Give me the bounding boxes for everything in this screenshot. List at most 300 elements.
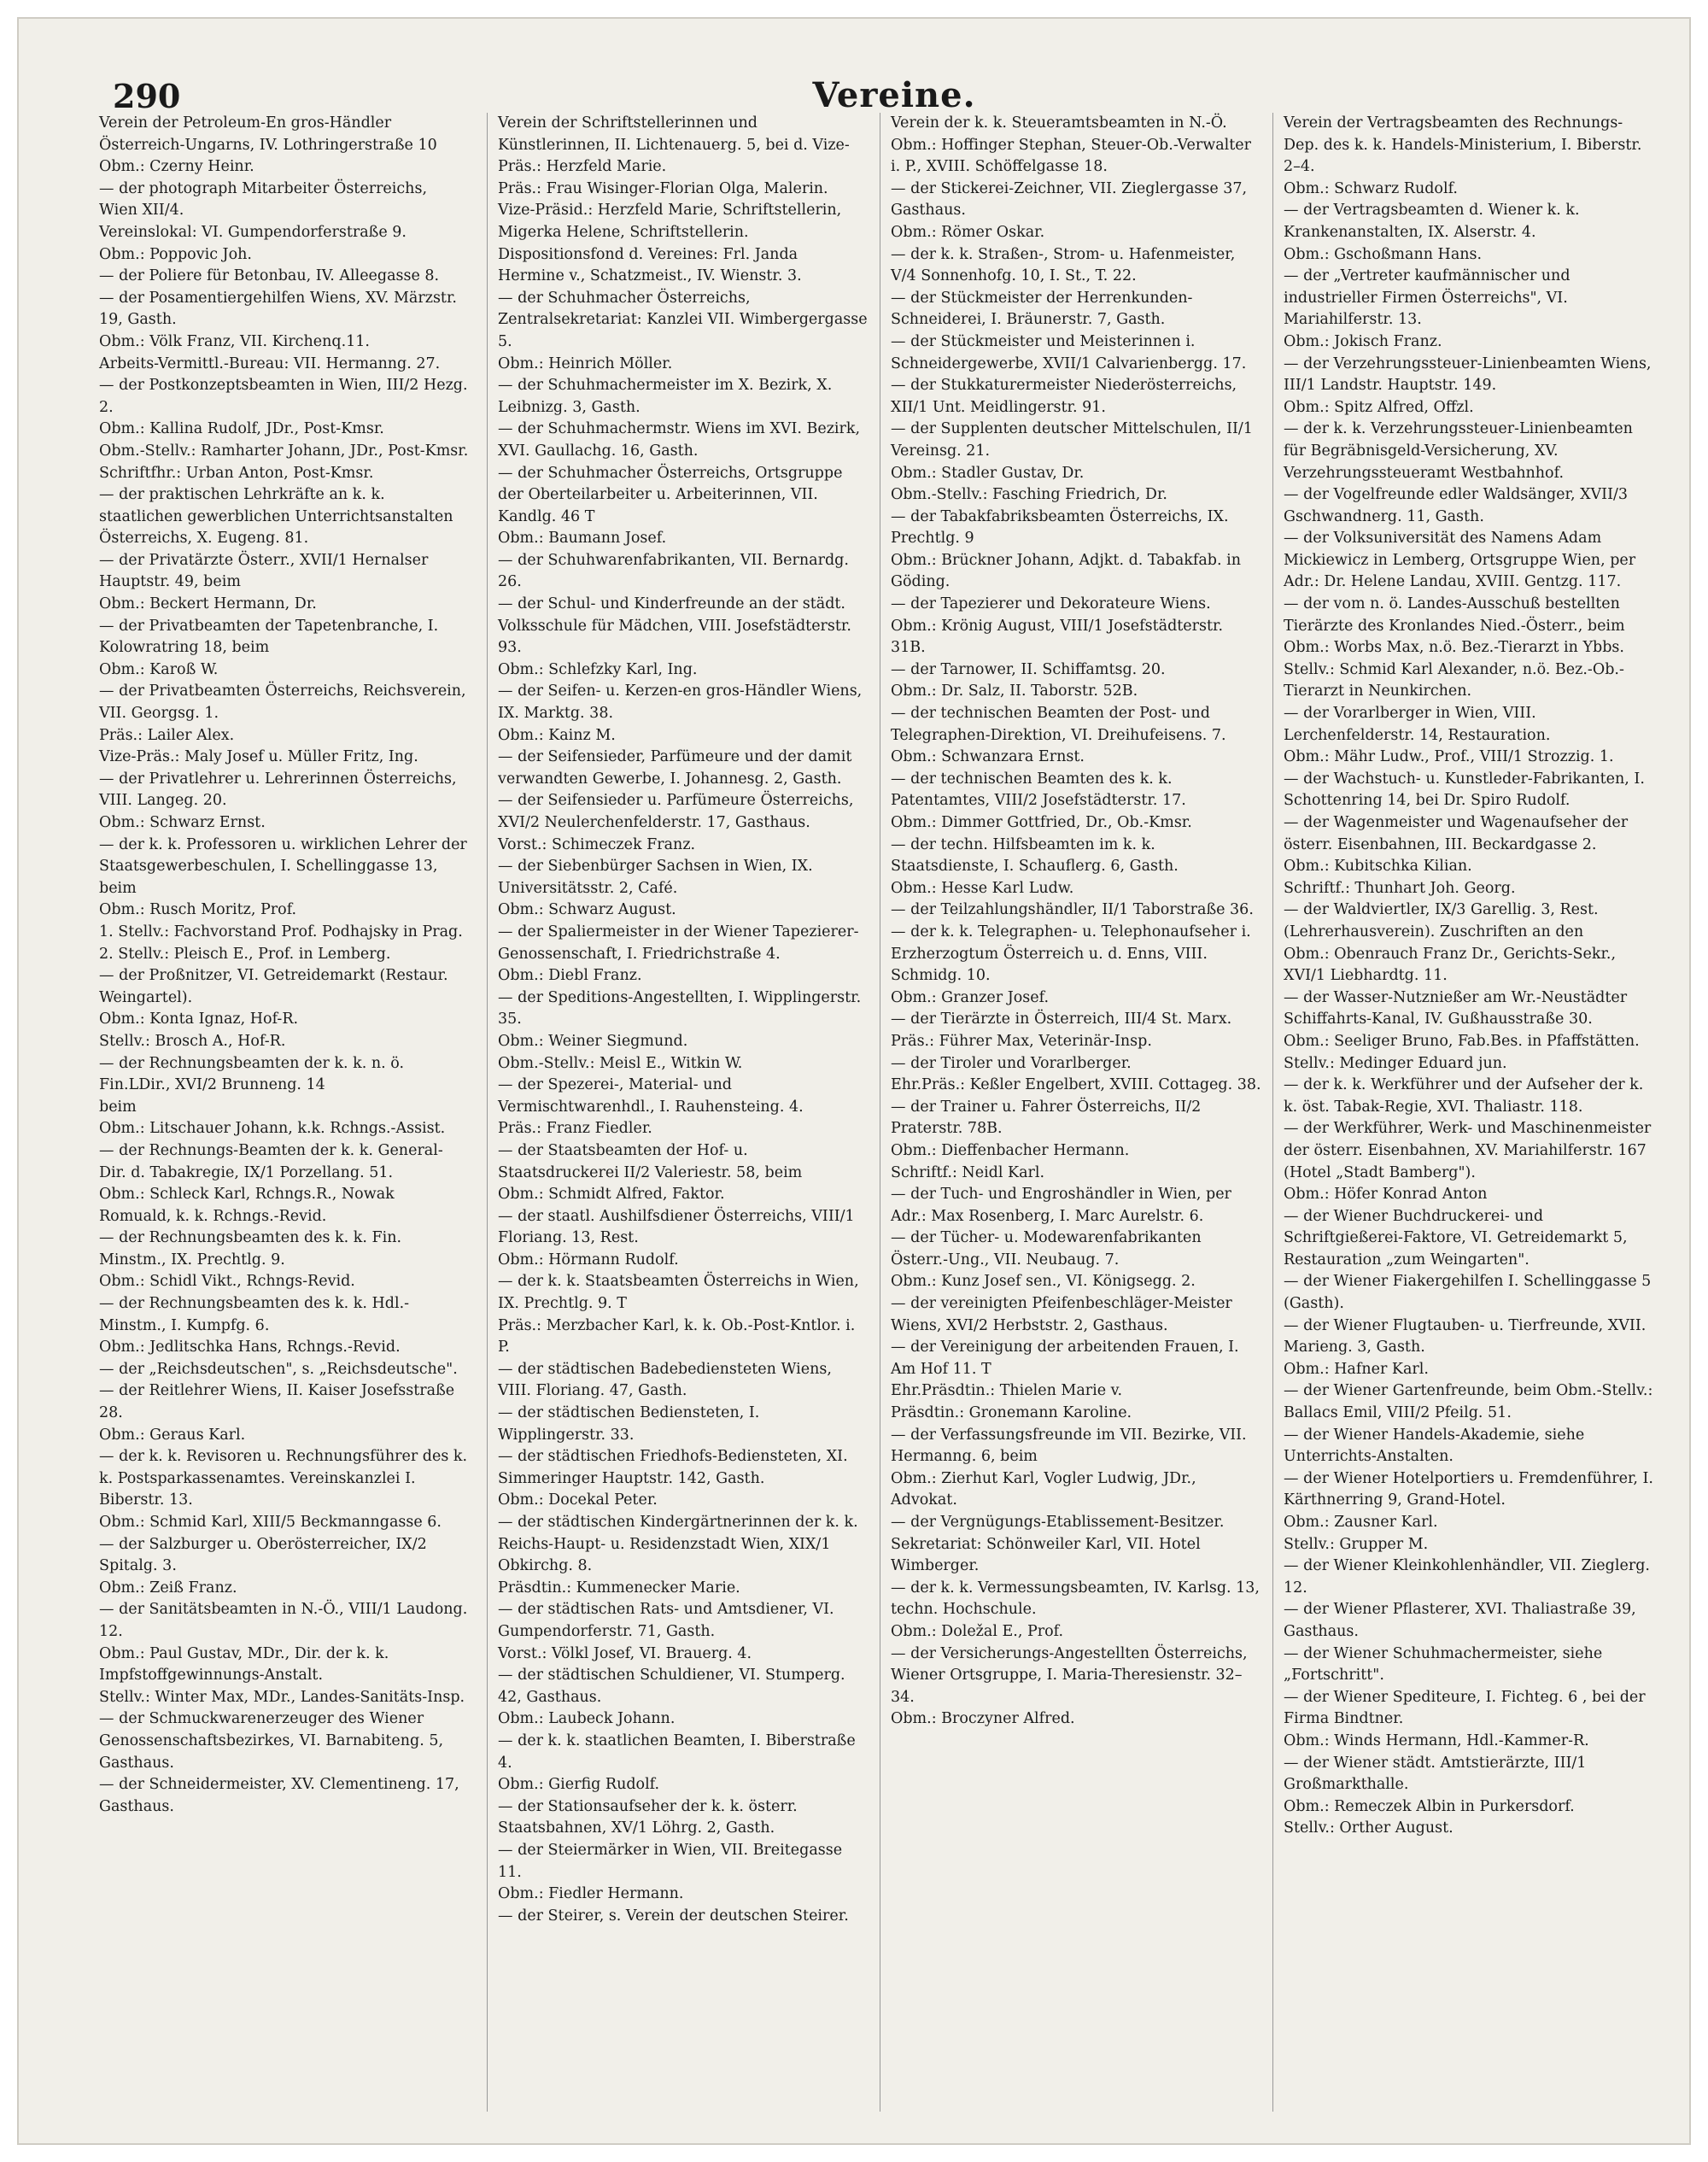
directory-entry <box>886 1380 1261 1403</box>
entry-text: — der Wiener städt. Amtstierärzte, III/1 Großmarkthalle. <box>1284 1754 1587 1794</box>
entry-text: Obm.: Beckert Hermann, Dr. <box>99 595 317 613</box>
entry-text: Obm.: Dimmer Gottfried, Dr., Ob.-Kmsr. <box>891 814 1192 831</box>
entry-text: Obm.-Stellv.: Ramharter Johann, JDr., Post-Kmsr. <box>99 442 469 460</box>
directory-entry <box>493 1665 869 1708</box>
entry-text: 2. Stellv.: Pleisch E., Prof. in Lemberg. <box>99 945 391 963</box>
entry-text: — der Schuhmacher Österreichs, Ortsgruppe der Oberteilarbeiter u. Arbeiterinnen, VII. Kandlg. 46 T <box>498 464 843 525</box>
entry-text: — der Wasser-Nutznießer am Wr.-Neustädter Schiffahrts-Kanal, IV. Gußhausstraße 30. <box>1284 988 1628 1028</box>
entry-text: — der Reitlehrer Wiens, II. Kaiser Josefsstraße 28. <box>99 1382 455 1422</box>
entry-text: — der Tücher- u. Modewarenfabrikanten Österr.-Ung., VII. Neubaug. 7. <box>891 1229 1202 1268</box>
entry-text: Obm.: Schleck Karl, Rchngs.R., Nowak Romuald, k. k. Rchngs.-Revid. <box>99 1186 395 1225</box>
directory-entry <box>886 769 1261 812</box>
directory-entry <box>886 681 1261 703</box>
entry-text: — der Tabakfabriksbeamten Österreichs, IX. Prechtlg. 9 <box>891 507 1229 548</box>
directory-entry <box>94 222 470 244</box>
directory-entry <box>94 769 470 812</box>
directory-entry <box>493 1906 869 1928</box>
directory-entry <box>493 965 869 987</box>
directory-entry <box>493 1796 869 1840</box>
entry-text: Obm.: Höfer Konrad Anton <box>1284 1186 1488 1204</box>
entry-text: — der Versicherungs-Angestellten Österreichs, Wiener Ortsgruppe, I. Maria-Theresienstr. 32–34. <box>891 1644 1248 1706</box>
directory-entry <box>1278 944 1654 987</box>
directory-entry <box>94 113 470 156</box>
entry-text: 1. Stellv.: Fachvorstand Prof. Podhajsky in Prag. <box>99 923 463 940</box>
entry-text: — der Steiermärker in Wien, VII. Breitegasse 11. <box>498 1841 843 1881</box>
entry-text: Obm.: Paul Gustav, MDr., Dir. der k. k. Impfstoffgewinnungs-Anstalt. <box>99 1644 389 1684</box>
directory-entry <box>493 244 869 288</box>
entry-text: Stellv.: Schmid Karl Alexander, n.ö. Bez.-Ob.-Tierarzt in Neunkirchen. <box>1284 660 1624 700</box>
entry-text: Obm.: Schwarz August. <box>498 901 676 919</box>
entry-text: Obm.: Zausner Karl. <box>1284 1514 1438 1531</box>
entry-text: — der Supplenten deutscher Mittelschulen, II/1 Vereinsg. 21. <box>891 420 1253 460</box>
entry-text: — der Rechnungsbeamten des k. k. Hdl.-Minstm., I. Kumpfg. 6. <box>99 1295 410 1334</box>
entry-text: Stellv.: Winter Max, MDr., Landes-Sanitäts-Insp. <box>99 1688 465 1706</box>
entry-text: Obm.: Baumann Josef. <box>498 530 667 548</box>
directory-entry <box>94 1534 470 1578</box>
directory-entry <box>886 1534 1261 1578</box>
entry-text: Obm.: Völk Franz, VII. Kirchenq.11. <box>99 332 370 350</box>
directory-entry <box>493 1578 869 1600</box>
directory-entry <box>94 1380 470 1424</box>
directory-entry <box>1278 812 1654 856</box>
entry-text: — der städtischen Kindergärtnerinnen der k. k. Reichs-Haupt- u. Residenzstadt Wien, XIX/1 Obkirchg. 8. <box>498 1514 858 1575</box>
directory-entry <box>886 703 1261 747</box>
directory-entry <box>94 1271 470 1293</box>
entry-text: — der Schuhmachermstr. Wiens im XVI. Bezirk, XVI. Gaullachg. 16, Gasth. <box>498 420 861 460</box>
column-2 <box>487 113 869 2112</box>
directory-entry <box>94 1227 470 1271</box>
entry-text: Obm.: Zierhut Karl, Vogler Ludwig, JDr., Advokat. <box>891 1469 1196 1509</box>
entry-text: — der Wiener Buchdruckerei- und Schriftgießerei-Faktore, VI. Getreidemarkt 5, Restauration „zum Weingarten". <box>1284 1207 1628 1268</box>
directory-entry <box>1278 484 1654 528</box>
entry-text: — der Poliere für Betonbau, IV. Alleegasse 8. <box>99 267 440 285</box>
directory-entry <box>94 899 470 922</box>
directory-entry <box>886 179 1261 222</box>
directory-entry <box>493 1075 869 1118</box>
entry-text: Präs.: Franz Fiedler. <box>498 1120 652 1138</box>
directory-entry <box>886 899 1261 922</box>
entry-text: Sekretariat: Schönweiler Karl, VII. Hotel Wimberger. <box>891 1535 1201 1575</box>
directory-entry <box>1278 769 1654 812</box>
directory-entry <box>1278 856 1654 878</box>
entry-text: — der Tarnower, II. Schiffamtsg. 20. <box>891 660 1166 678</box>
directory-entry <box>493 288 869 354</box>
directory-entry <box>886 1184 1261 1227</box>
directory-entry <box>493 1140 869 1184</box>
directory-entry <box>94 419 470 441</box>
directory-entry <box>493 1731 869 1774</box>
entry-text: — der Seifensieder u. Parfümeure Österreichs, XVI/2 Neulerchenfelderstr. 17, Gasthaus. <box>498 792 854 831</box>
directory-entry <box>886 463 1261 485</box>
directory-entry <box>493 1446 869 1490</box>
directory-entry <box>493 790 869 834</box>
page-number: 290 <box>113 77 181 115</box>
entry-text: Obm.: Hoffinger Stephan, Steuer-Ob.-Verwalter i. P., XVIII. Schöffelgasse 18. <box>891 136 1251 176</box>
directory-entry <box>94 463 470 485</box>
entry-text: Obm.: Winds Hermann, Hdl.-Kammer-R. <box>1284 1731 1589 1749</box>
directory-entry <box>493 1643 869 1666</box>
entry-text: Obm.: Laubeck Johann. <box>498 1710 676 1728</box>
directory-entry <box>886 1512 1261 1534</box>
directory-entry <box>886 1403 1261 1425</box>
entry-text: — der Rechnungs-Beamten der k. k. General-Dir. d. Tabakregie, IX/1 Porzellang. 51. <box>99 1141 443 1181</box>
directory-entry <box>94 1184 470 1227</box>
entry-text: Obm.: Kainz M. <box>498 726 616 744</box>
entry-text: — der Schneidermeister, XV. Clementineng. 17, Gasthaus. <box>99 1776 459 1815</box>
directory-entry <box>1278 354 1654 397</box>
directory-entry <box>493 1599 869 1643</box>
directory-entry <box>94 1337 470 1359</box>
directory-entry <box>493 747 869 790</box>
directory-entry <box>94 681 470 724</box>
entry-text: Obm.-Stellv.: Fasching Friedrich, Dr. <box>891 486 1167 504</box>
directory-entry <box>886 222 1261 244</box>
entry-text: — der k. k. Straßen-, Strom- u. Hafenmeister, V/4 Sonnenhofg. 10, I. St., T. 22. <box>891 245 1236 285</box>
directory-entry <box>1278 1731 1654 1753</box>
entry-text: — der k. k. Staatsbeamten Österreichs in Wien, IX. Prechtlg. 9. T <box>498 1273 859 1313</box>
directory-entry <box>886 747 1261 769</box>
directory-entry <box>94 747 470 769</box>
entry-text: — der technischen Beamten des k. k. Patentamtes, VIII/2 Josefstädterstr. 17. <box>891 770 1186 810</box>
directory-entry <box>493 1490 869 1512</box>
directory-entry <box>886 135 1261 179</box>
entry-text: — der Stückmeister und Meisterinnen i. Schneidergewerbe, XVII/1 Calvarienbergg. 17. <box>891 332 1247 372</box>
directory-entry <box>94 1359 470 1381</box>
entry-text: — der Vogelfreunde edler Waldsänger, XVII/3 Gschwandnerg. 11, Gasth. <box>1284 486 1629 525</box>
entry-text: Obm.: Jedlitschka Hans, Rchngs.-Revid. <box>99 1339 401 1356</box>
entry-text: Obm.: Schwarz Ernst. <box>99 814 266 831</box>
entry-text: Obm.: Weiner Siegmund. <box>498 1032 688 1050</box>
entry-text: Obm.: Spitz Alfred, Offzl. <box>1284 398 1474 416</box>
column-4 <box>1272 113 1654 2112</box>
entry-text: — der Volksuniversität des Namens Adam Mickiewicz in Lemberg, Ortsgruppe Wien, per Adr.: Dr. Helene Landau, XVIII. Gentzg. 117. <box>1284 530 1636 591</box>
entry-text: Obm.: Dieffenbacher Hermann. <box>891 1141 1130 1159</box>
directory-entry <box>886 987 1261 1010</box>
directory-entry <box>886 1075 1261 1097</box>
entry-text: — der Wiener Pflasterer, XVI. Thaliastraße 39, Gasthaus. <box>1284 1601 1636 1640</box>
directory-entry <box>94 156 470 179</box>
directory-entry <box>886 1097 1261 1140</box>
directory-entry <box>1278 1380 1654 1424</box>
directory-entry <box>886 419 1261 462</box>
entry-text: Verein der Schriftstellerinnen und Künstlerinnen, II. Lichtenauerg. 5, bei d. Vize-Präs.: Herzfeld Marie. <box>498 114 850 176</box>
entry-text: Präs.: Frau Wisinger-Florian Olga, Malerin. <box>498 179 828 197</box>
entry-text: — der k. k. Telegraphen- u. Telephonaufseher i. Erzherzogtum Österreich u. d. Enns, VIII. Schmidg. 10. <box>891 923 1251 985</box>
entry-text: Obm.: Schwarz Rudolf. <box>1284 179 1458 197</box>
directory-entry <box>886 594 1261 616</box>
entry-text: — der Privatbeamten der Tapetenbranche, I. Kolowratring 18, beim <box>99 617 439 657</box>
section-title: Vereine. <box>812 75 976 115</box>
entry-text: — der Tapezierer und Dekorateure Wiens. <box>891 595 1211 613</box>
directory-entry <box>493 922 869 965</box>
entry-text: — der k. k. Vermessungsbeamten, IV. Karlsg. 13, techn. Hochschule. <box>891 1579 1260 1619</box>
entry-text: Obm.: Jokisch Franz. <box>1284 332 1442 350</box>
directory-entry <box>886 1293 1261 1337</box>
entry-text: — der Wiener Fiakergehilfen I. Schellinggasse 5 (Gasth). <box>1284 1273 1652 1313</box>
entry-text: — der k. k. Revisoren u. Rechnungsführer des k. k. Postsparkassenamtes. Vereinskanzlei I. Biberstr. 13. <box>99 1448 468 1509</box>
entry-text: Obm.: Seeliger Bruno, Fab.Bes. in Pfaffstätten. <box>1284 1032 1640 1050</box>
directory-entry <box>94 1512 470 1534</box>
directory-entry <box>1278 1206 1654 1272</box>
directory-entry <box>886 484 1261 507</box>
directory-entry <box>94 1293 470 1337</box>
entry-text: Obm.: Krönig August, VIII/1 Josefstädterstr. 31B. <box>891 617 1224 657</box>
entry-text: Stellv.: Orther August. <box>1284 1819 1454 1837</box>
entry-text: — der techn. Hilfsbeamten im k. k. Staatsdienste, I. Schauflerg. 6, Gasth. <box>891 835 1179 876</box>
directory-entry <box>1278 1599 1654 1643</box>
entry-text: Schriftf.: Neidl Karl. <box>891 1163 1045 1181</box>
directory-entry <box>94 266 470 288</box>
directory-entry <box>493 200 869 243</box>
entry-text: — der Siebenbürger Sachsen in Wien, IX. Universitätsstr. 2, Café. <box>498 858 813 897</box>
directory-entry <box>493 419 869 462</box>
entry-text: Verein der k. k. Steueramtsbeamten in N.-Ö. <box>891 114 1227 132</box>
entry-text: — der Vereinigung der arbeitenden Frauen, I. Am Hof 11. T <box>891 1339 1239 1378</box>
directory-entry <box>1278 1359 1654 1381</box>
directory-entry <box>1278 1468 1654 1512</box>
column-1 <box>94 113 470 2112</box>
entry-text: Vereinslokal: VI. Gumpendorferstraße 9. <box>99 223 407 241</box>
entry-text: — der städtischen Rats- und Amtsdiener, VI. Gumpendorferstr. 71, Gasth. <box>498 1601 834 1640</box>
entry-text: — der k. k. Werkführer und der Aufseher der k. k. öst. Tabak-Regie, XVI. Thaliastr. 118. <box>1284 1076 1644 1116</box>
directory-entry <box>94 1097 470 1119</box>
entry-text: — der Schuhmacher Österreichs, Zentralsekretariat: Kanzlei VII. Wimbergergasse 5. <box>498 289 868 350</box>
entry-text: Obm.: Granzer Josef. <box>891 988 1050 1006</box>
entry-text: — der städtischen Badebediensteten Wiens, VIII. Floriang. 47, Gasth. <box>498 1360 832 1400</box>
directory-entry <box>493 1184 869 1206</box>
directory-entry <box>1278 637 1654 659</box>
directory-entry <box>493 1359 869 1403</box>
directory-entry <box>1278 747 1654 769</box>
entry-text: Obm.: Diebl Franz. <box>498 967 642 985</box>
directory-entry <box>94 922 470 944</box>
directory-entry <box>493 1053 869 1075</box>
directory-entry <box>94 1446 470 1512</box>
entry-text: Obm.: Karoß W. <box>99 660 219 678</box>
entry-text: — der Werkführer, Werk- und Maschinenmeister der österr. Eisenbahnen, XV. Mariahilferstr. 167 (Hotel „Stadt Bamberg"). <box>1284 1120 1652 1181</box>
entry-text: Obm.: Remeczek Albin in Purkersdorf. <box>1284 1797 1575 1815</box>
entry-text: — der Seifen- u. Kerzen-en gros-Händler Wiens, IX. Marktg. 38. <box>498 683 863 723</box>
entry-text: Vize-Präsid.: Herzfeld Marie, Schriftstellerin, Migerka Helene, Schriftstellerin. <box>498 202 842 241</box>
directory-entry <box>94 812 470 835</box>
entry-text: — der Stickerei-Zeichner, VII. Zieglergasse 37, Gasthaus. <box>891 179 1248 220</box>
entry-text: Obm.: Schwanzara Ernst. <box>891 748 1085 766</box>
directory-entry <box>1278 113 1654 179</box>
directory-entry <box>886 1621 1261 1643</box>
entry-text: Obm.: Schmid Karl, XIII/5 Beckmanngasse 6. <box>99 1514 442 1531</box>
directory-entry <box>94 1643 470 1687</box>
directory-entry <box>1278 878 1654 900</box>
directory-entry <box>493 113 869 179</box>
directory-entry <box>493 856 869 899</box>
directory-entry <box>886 331 1261 375</box>
entry-text: — der Rechnungsbeamten des k. k. Fin. Minstm., IX. Prechtlg. 9. <box>99 1229 402 1268</box>
entry-text: — der Verzehrungssteuer-Linienbeamten Wiens, III/1 Landstr. Hauptstr. 149. <box>1284 354 1652 395</box>
entry-text: Obm.: Litschauer Johann, k.k. Rchngs.-Assist. <box>99 1120 446 1138</box>
directory-entry <box>1278 1075 1654 1118</box>
directory-entry <box>886 1009 1261 1031</box>
entry-text: — der Schmuckwarenerzeuger des Wiener Genossenschaftsbezirkes, VI. Barnabiteng. 5, Gasthaus. <box>99 1710 444 1772</box>
entry-text: Präs.: Führer Max, Veterinär-Insp. <box>891 1032 1152 1050</box>
directory-entry <box>493 899 869 922</box>
entry-text: — der Schul- und Kinderfreunde an der städt. Volksschule für Mädchen, VIII. Josefstädterstr. 93. <box>498 595 851 657</box>
column-3 <box>880 113 1261 2112</box>
directory-entry <box>886 922 1261 987</box>
entry-text: Obm.: Obenrauch Franz Dr., Gerichts-Sekr., XVI/1 Liebhardtg. 11. <box>1284 945 1617 985</box>
directory-entry <box>493 375 869 419</box>
entry-text: Ehr.Präsdtin.: Thielen Marie v. <box>891 1382 1123 1400</box>
directory-entry <box>94 354 470 376</box>
entry-text: — der Proßnitzer, VI. Getreidemarkt (Restaur. Weingartel). <box>99 967 448 1006</box>
entry-text: — der Privatärzte Österr., XVII/1 Hernalser Hauptstr. 49, beim <box>99 551 429 591</box>
entry-text: Obm.: Schlefzky Karl, Ing. <box>498 660 698 678</box>
entry-text: — der k. k. Professoren u. wirklichen Lehrer der Staatsgewerbeschulen, I. Schellinggasse 13, beim <box>99 835 467 897</box>
directory-entry <box>1278 1118 1654 1184</box>
entry-text: — der Schuhwarenfabrikanten, VII. Bernardg. 26. <box>498 551 849 591</box>
entry-text: Obm.: Poppovic Joh. <box>99 245 252 263</box>
directory-entry <box>493 1206 869 1250</box>
directory-entry <box>1278 331 1654 354</box>
entry-text: Obm.: Kallina Rudolf, JDr., Post-Kmsr. <box>99 420 384 438</box>
directory-entry <box>493 1774 869 1796</box>
entry-text: — der Wiener Handels-Akademie, siehe Unterrichts-Anstalten. <box>1284 1426 1585 1466</box>
directory-entry <box>1278 528 1654 594</box>
entry-text: — der Stückmeister der Herrenkunden-Schneiderei, I. Bräunerstr. 7, Gasth. <box>891 289 1193 329</box>
directory-entry <box>94 1687 470 1709</box>
entry-text: — der Rechnungsbeamten der k. k. n. ö. Fin.LDir., XVI/2 Brunneng. 14 <box>99 1054 405 1094</box>
entry-text: — der Spaliermeister in der Wiener Tapezierer-Genossenschaft, I. Friedrichstraße 4. <box>498 923 859 963</box>
entry-text: Obm.: Gschoßmann Hans. <box>1284 245 1483 263</box>
entry-text: Obm.: Brückner Johann, Adjkt. d. Tabakfab. in Göding. <box>891 551 1241 591</box>
directory-entry <box>493 1271 869 1315</box>
entry-text: — der Steirer, s. Verein der deutschen Steirer. <box>498 1907 849 1925</box>
entry-text: — der Wiener Gartenfreunde, beim Obm.-Stellv.: Ballacs Emil, VIII/2 Pfeilg. 51. <box>1284 1382 1653 1422</box>
entry-text: Obm.: Heinrich Möller. <box>498 354 673 372</box>
directory-entry <box>886 1578 1261 1621</box>
directory-entry <box>94 1425 470 1447</box>
entry-text: — der Sanitätsbeamten in N.-Ö., VIII/1 Laudong. 12. <box>99 1601 468 1640</box>
entry-text: — der Privatlehrer u. Lehrerinnen Österreichs, VIII. Langeg. 20. <box>99 770 457 810</box>
entry-text: — der Stationsaufseher der k. k. österr. Staatsbahnen, XV/1 Löhrg. 2, Gasth. <box>498 1797 798 1837</box>
directory-entry <box>886 244 1261 288</box>
directory-entry <box>1278 1753 1654 1796</box>
entry-text: Obm.: Kubitschka Kilian. <box>1284 858 1472 876</box>
directory-entry <box>886 1053 1261 1075</box>
entry-text: — der Tuch- und Engroshändler in Wien, per Adr.: Max Rosenberg, I. Marc Aurelstr. 6. <box>891 1186 1231 1225</box>
directory-entry <box>493 354 869 376</box>
directory-entry <box>94 1578 470 1600</box>
directory-entry <box>1278 1271 1654 1315</box>
directory-entry <box>886 1140 1261 1163</box>
directory-entry <box>886 1163 1261 1185</box>
directory-entry <box>493 1708 869 1731</box>
entry-text: — der Tierärzte in Österreich, III/4 St. Marx. <box>891 1011 1232 1028</box>
directory-entry <box>1278 179 1654 201</box>
entry-text: — der Privatbeamten Österreichs, Reichsverein, VII. Georgsg. 1. <box>99 683 466 723</box>
directory-entry <box>886 1337 1261 1380</box>
entry-text: Dispositionsfond d. Vereines: Frl. Janda Hermine v., Schatzmeist., IV. Wienstr. 3. <box>498 245 802 285</box>
entry-text: — der technischen Beamten der Post- und Telegraphen-Direktion, VI. Dreihufeisens. 7. <box>891 705 1226 744</box>
entry-text: — der Waldviertler, IX/3 Garellig. 3, Rest. (Lehrerhausverein). Zuschriften an den <box>1284 901 1599 940</box>
entry-text: — der praktischen Lehrkräfte an k. k. staatlichen gewerblichen Unterrichtsanstalten Österreichs, X. Eugeng. 81. <box>99 486 453 548</box>
entry-text: — der Wiener Hotelportiers u. Fremdenführer, I. Kärthnerring 9, Grand-Hotel. <box>1284 1469 1653 1509</box>
directory-entry <box>94 484 470 550</box>
entry-text: — der Salzburger u. Oberösterreicher, IX/2 Spitalg. 3. <box>99 1535 427 1575</box>
entry-text: Obm.-Stellv.: Meisl E., Witkin W. <box>498 1054 743 1072</box>
directory-entry <box>1278 1315 1654 1359</box>
directory-entry <box>1278 397 1654 419</box>
entry-text: — der Vergnügungs-Etablissement-Besitzer. <box>891 1514 1225 1531</box>
directory-entry <box>1278 244 1654 267</box>
directory-entry <box>1278 419 1654 484</box>
entry-text: — der Postkonzeptsbeamten in Wien, III/2 Hezg. 2. <box>99 377 468 416</box>
directory-entry <box>493 1403 869 1446</box>
entry-text: — der k. k. staatlichen Beamten, I. Biberstraße 4. <box>498 1731 856 1772</box>
entry-text: — der Vertragsbeamten d. Wiener k. k. Krankenanstalten, IX. Alserstr. 4. <box>1284 202 1580 241</box>
directory-entry <box>493 1315 869 1359</box>
directory-entry <box>493 659 869 682</box>
directory-entry <box>1278 1556 1654 1599</box>
entry-text: — der Stukkaturermeister Niederösterreichs, XII/1 Unt. Meidlingerstr. 91. <box>891 377 1237 416</box>
entry-text: Obm.: Gierfig Rudolf. <box>498 1776 660 1794</box>
directory-entry <box>886 1468 1261 1512</box>
entry-text: Schriftf.: Thunhart Joh. Georg. <box>1284 879 1516 897</box>
directory-entry <box>1278 1643 1654 1687</box>
entry-text: — der vom n. ö. Landes-Ausschuß bestellten Tierärzte des Kronlandes Nied.-Österr., beim <box>1284 595 1625 635</box>
entry-text: Vize-Präs.: Maly Josef u. Müller Fritz, Ing. <box>99 748 418 766</box>
directory-entry <box>1278 987 1654 1031</box>
directory-entry <box>94 659 470 682</box>
directory-entry <box>94 1031 470 1053</box>
directory-entry <box>1278 1184 1654 1206</box>
entry-text: Obm.: Schidl Vikt., Rchngs-Revid. <box>99 1273 355 1291</box>
directory-entry <box>94 1774 470 1818</box>
entry-text: Obm.: Zeiß Franz. <box>99 1579 237 1597</box>
entry-text: Obm.: Rusch Moritz, Prof. <box>99 901 297 919</box>
directory-entry <box>886 288 1261 331</box>
directory-entry <box>94 725 470 747</box>
entry-text: — der Wachstuch- u. Kunstleder-Fabrikanten, I. Schottenring 14, bei Dr. Spiro Rudolf. <box>1284 770 1645 810</box>
entry-text: Obm.: Schmidt Alfred, Faktor. <box>498 1186 725 1204</box>
entry-text: — der Wiener Schuhmachermeister, siehe „Fortschritt". <box>1284 1644 1603 1684</box>
entry-text: Arbeits-Vermittl.-Bureau: VII. Hermanng. 27. <box>99 354 441 372</box>
entry-text: — der städtischen Schuldiener, VI. Stumperg. 42, Gasthaus. <box>498 1667 845 1706</box>
entry-text: — der Tiroler und Vorarlberger. <box>891 1054 1132 1072</box>
entry-text: — der Speditions-Angestellten, I. Wipplingerstr. 35. <box>498 988 862 1028</box>
directory-entry <box>886 812 1261 835</box>
entry-text: beim <box>99 1098 137 1116</box>
entry-text: Obm.: Stadler Gustav, Dr. <box>891 464 1085 482</box>
directory-entry <box>886 1031 1261 1053</box>
entry-text: Obm.: Fiedler Hermann. <box>498 1885 684 1903</box>
directory-columns <box>94 113 1665 2112</box>
directory-entry <box>493 725 869 747</box>
directory-entry <box>1278 594 1654 637</box>
entry-text: — der Wiener Flugtauben- u. Tierfreunde, XVII. Marieng. 3, Gasth. <box>1284 1316 1647 1356</box>
entry-text: Verein der Vertragsbeamten des Rechnungs-Dep. des k. k. Handels-Ministerium, I. Biberstr. 2–4. <box>1284 114 1642 176</box>
entry-text: — der k. k. Verzehrungssteuer-Linienbeamten für Begräbnisgeld-Versicherung, XV. Verzehrungssteueramt Westbahnhof. <box>1284 420 1633 482</box>
directory-entry <box>493 1118 869 1140</box>
entry-text: — der Schuhmachermeister im X. Bezirk, X. Leibnizg. 3, Gasth. <box>498 377 833 416</box>
directory-entry <box>886 1227 1261 1271</box>
directory-entry <box>886 616 1261 659</box>
entry-text: Obm.: Docekal Peter. <box>498 1491 658 1509</box>
directory-entry <box>94 375 470 419</box>
directory-entry <box>886 1708 1261 1731</box>
entry-text: — der „Reichsdeutschen", s. „Reichsdeutsche". <box>99 1360 458 1378</box>
entry-text: — der Spezerei-, Material- und Vermischtwarenhdl., I. Rauhensteing. 4. <box>498 1076 804 1116</box>
entry-text: Obm.: Kunz Josef sen., VI. Königsegg. 2. <box>891 1273 1196 1291</box>
